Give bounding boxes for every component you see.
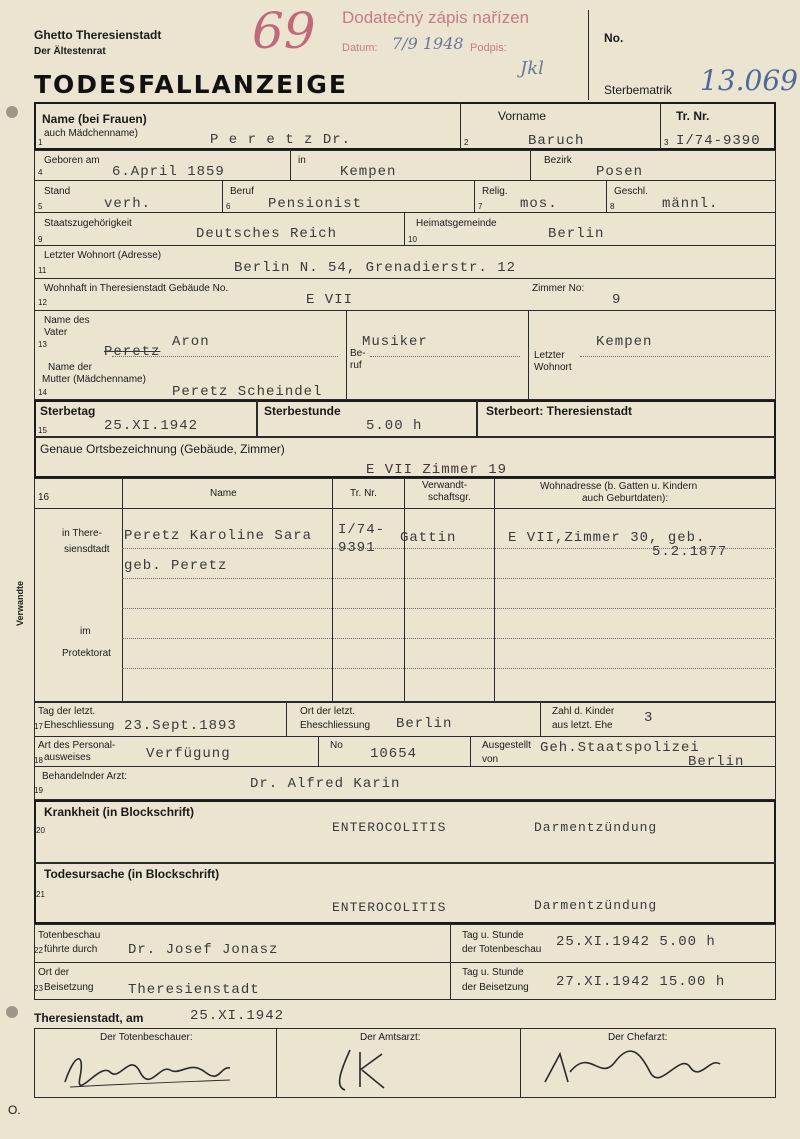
punch-hole-bottom [6,1006,18,1018]
form-title: TODESFALLANZEIGE [34,70,348,99]
tag-tb-label-2: der Totenbeschau [462,944,542,955]
totenbeschau-label-1: Totenbeschau [38,930,101,941]
place-date-label: Theresienstadt, am [34,1011,144,1025]
heimat-value: Berlin [548,226,605,242]
rel1-name: Peretz Karoline Sara [124,528,313,544]
art-label-2: ausweises [44,752,91,763]
sterbestunde-label: Sterbestunde [264,404,341,418]
ausweis-no-value: 10654 [370,746,418,762]
tag-bs-label-1: Tag u. Stunde [462,967,524,978]
ausgestellt-label-1: Ausgestellt [482,740,531,751]
org-line2: Der Ältestenrat [34,46,106,57]
in-label: in [298,155,306,166]
krankheit-label: Krankheit (in Blockschrift) [44,805,195,819]
ort-ehe-label-1: Ort der letzt. [300,706,356,717]
art-label-1: Art des Personal- [38,740,116,751]
vater-value: Aron [172,334,210,350]
stamp-signature: Jkl [520,58,544,79]
beruf2-value: Musiker [362,334,428,350]
geschl-label: Geschl. [614,186,648,197]
ausgestellt-label-2: von [482,754,499,765]
document-page: Ghetto Theresienstadt Der Ältestenrat TODESFALLANZEIGE 69 Dodatečný zápis nařízen Datum: Podpis: 7/9 1948 Jkl No. Sterbematrik 13.069 Name (bei Frauen) auch Mädchenname) P e r e t z Dr. Vorname Baruch Tr. Nr. I/74-9390 1 2 3 Geboren am 6.April 1859 in Kempen Bezirk Posen 4 Stand verh. Beruf Pensionist Relig. mos. Geschl. männl. 5 6 7 8 Staatszugehörigkeit Deutsches Reich Heimatsgemeinde Berlin 9 10 Letzter Wohnort (Adresse) Berlin N. 54, Grenadierstr. 12 11 Wohnhaft in Theresienstadt Gebäude No. E VII Zimmer No: 9 12 Name des Vater Peretz Aron 13 Name der Mutter (Mädchenname) Peretz Scheindel 14 Be- ruf Musiker Letzter Wohnort Kempen Sterbetag 25.XI.1942 Sterbestunde 5.00 h Sterbeort: Theresienstadt Genaue Ortsbezeichnung (Gebäude, Zimmer) E VII Zimmer 19 15 16 Name Tr. Nr. Verwandt- schaftsgr. Wohnadresse (b. Gatten u. Kindern auch Geburtdaten): in There- siensdtadt im Protektorat Verwandte Peretz Karoline Sara geb. Peretz I/74- 9391 Gattin E VII,Zimmer 30, geb. 5.2.1877 Tag der letzt. Eheschliessung 23.Sept.1893 Ort der letzt. Eheschliessung Berlin Zahl d. Kinder aus letzt. Ehe 3 17 Art des Personal- ausweises Verfügung No 10654 Ausgestellt von Geh.Staatspolizei Berlin 18 Behandelnder Arzt: Dr. Alfred Karin 19 Krankheit (in Blockschrift) ENTEROCOLITIS Darmentzündung 20 Todesursache (in Blockschrift) ENTEROCOLITIS Darmentzündung 21 Totenbeschau führte durch Dr. Josef Jonasz Tag u. Stunde der Totenbeschau 25.XI.1942 5.00 h 22 Ort der Beisetzung Theresienstadt Tag u. Stunde der Beisetzung 27.XI.1942 15.00 h 23 Theresienstadt, am 25.XI.1942 Der Totenbeschauer: Der Amtsarzt: Der Chefarzt: O. [0,0,800,1139]
no-label: No. [604,31,624,45]
rel1-name-2: geb. Peretz [124,558,228,574]
in-value: Kempen [340,164,397,180]
rel1-wohn: E VII,Zimmer 30, geb. [508,530,706,546]
vorname-value: Baruch [528,133,585,149]
tag-ehe-label-2: Eheschliessung [44,720,115,731]
tag-tb-value: 25.XI.1942 5.00 h [556,934,716,950]
rel1-trnr: I/74- [338,522,386,538]
geboren-value: 6.April 1859 [112,164,225,180]
wohnhaft-value: E VII [306,292,354,308]
letzter-label-1: Letzter [534,350,565,361]
tag-tb-label-1: Tag u. Stunde [462,930,524,941]
trnr-value: I/74-9390 [676,133,761,149]
stamp-line: Dodatečný zápis nařízen [342,8,530,27]
staats-value: Deutsches Reich [196,226,338,242]
tag-bs-value: 27.XI.1942 15.00 h [556,974,726,990]
mutter-value: Peretz Scheindel [172,384,323,400]
ausweis-no-label: No [330,740,343,751]
genaue-value: E VII Zimmer 19 [366,462,508,478]
relig-label: Relig. [482,186,508,197]
col-verw-2: schaftsgr. [428,492,471,503]
ausgestellt-value: Geh.Staatspolizei [540,740,700,756]
tag-ehe-label-1: Tag der letzt. [38,706,96,717]
beruf-value: Pensionist [268,196,363,212]
staats-label: Staatszugehörigkeit [44,218,132,229]
bezirk-value: Posen [596,164,644,180]
punch-hole-top [6,106,18,118]
ausgestellt-value-2: Berlin [688,754,745,770]
wohnhaft-label: Wohnhaft in Theresienstadt Gebäude No. [44,283,229,294]
sterbetag-value: 25.XI.1942 [104,418,199,434]
verwandte-vertical: Verwandte [15,580,26,627]
krankheit-value-2: Darmentzündung [534,820,658,835]
vater-struck: Peretz [104,344,161,360]
wohnort-value: Berlin N. 54, Grenadierstr. 12 [234,260,517,276]
relig-value: mos. [520,196,558,212]
name-label-2: auch Mädchenname) [44,128,138,139]
big-number: 69 [252,2,316,60]
rel1-wohn-2: 5.2.1877 [652,544,728,560]
sterbeort-label: Sterbeort: Theresienstadt [486,404,633,418]
place-date-value: 25.XI.1942 [190,1008,285,1024]
row-num-16: 16 [38,492,50,503]
sterbestunde-value: 5.00 h [366,418,423,434]
corner-mark: O. [8,1103,21,1117]
todes-value: ENTEROCOLITIS [332,900,447,915]
arzt-value: Dr. Alfred Karin [250,776,401,792]
vorname-label: Vorname [498,109,547,123]
art-value: Verfügung [146,746,231,762]
beisetzung-ort-value: Theresienstadt [128,982,260,998]
bezirk-label: Bezirk [544,155,572,166]
org-line1: Ghetto Theresienstadt [34,28,162,42]
sig-amtsarzt-label: Der Amtsarzt: [360,1032,421,1043]
beisetzung-ort-label-2: Beisetzung [44,982,94,993]
vater-label-2: Vater [44,327,68,338]
beruf2-label-1: Be- [350,348,366,359]
name-label: Name (bei Frauen) [42,112,147,126]
beruf-label: Beruf [230,186,254,197]
sterbematrik-label: Sterbematrik [604,83,673,97]
ort-ehe-label-2: Eheschliessung [300,720,371,731]
im-label: im [80,626,91,637]
arzt-label: Behandelnder Arzt: [42,771,128,782]
kinder-label-2: aus letzt. Ehe [552,720,613,731]
col-name: Name [210,488,237,499]
col-wohn-2: auch Geburtdaten): [582,493,669,504]
wohnort-label: Letzter Wohnort (Adresse) [44,250,162,261]
zimmer-value: 9 [612,292,622,308]
stamp-podpis-label: Podpis: [470,42,507,54]
signature-scribble-3 [540,1042,730,1094]
sterbetag-label: Sterbetag [40,404,96,418]
col-verw-1: Verwandt- [422,480,468,491]
trnr-label: Tr. Nr. [676,109,710,123]
name-value: P e r e t z Dr. [210,132,352,148]
ort-ehe-value: Berlin [396,716,453,732]
mutter-label-1: Name der [48,362,92,373]
kinder-value: 3 [644,710,654,726]
stamp-datum-label: Datum: [342,42,378,54]
totenbeschau-label-2: führte durch [44,944,98,955]
heimat-label: Heimatsgemeinde [416,218,497,229]
in-there-1: in There- [62,528,102,539]
col-wohn-1: Wohnadresse (b. Gatten u. Kindern [540,481,698,492]
todes-value-2: Darmentzündung [534,898,658,913]
geschl-value: männl. [662,196,719,212]
tag-ehe-value: 23.Sept.1893 [124,718,237,734]
mutter-label-2: Mutter (Mädchenname) [42,374,146,385]
kinder-label-1: Zahl d. Kinder [552,706,615,717]
totenbeschau-value: Dr. Josef Jonasz [128,942,279,958]
letzter-label-2: Wohnort [534,362,572,373]
stand-label: Stand [44,186,71,197]
col-trnr: Tr. Nr. [350,488,377,499]
stand-value: verh. [104,196,152,212]
signature-scribble-2 [320,1042,420,1094]
stamp-datum-value: 7/9 1948 [392,34,464,53]
protektorat-label: Protektorat [62,648,111,659]
zimmer-label: Zimmer No: [532,283,585,294]
in-there-2: siensdtadt [64,544,110,555]
sig-totenbeschauer-label: Der Totenbeschauer: [100,1032,193,1043]
rel1-verw: Gattin [400,530,457,546]
tag-bs-label-2: der Beisetzung [462,982,529,993]
letzter-value: Kempen [596,334,653,350]
geboren-label: Geboren am [44,155,100,166]
todes-label: Todesursache (in Blockschrift) [44,867,220,881]
genaue-label: Genaue Ortsbezeichnung (Gebäude, Zimmer) [40,442,285,456]
rel1-trnr-2: 9391 [338,540,376,556]
beisetzung-ort-label-1: Ort der [38,967,70,978]
vater-label-1: Name des [44,315,90,326]
krankheit-value: ENTEROCOLITIS [332,820,447,835]
signature-scribble-1 [60,1042,240,1094]
beruf2-label-2: ruf [350,360,362,371]
sig-chefarzt-label: Der Chefarzt: [608,1032,668,1043]
sterbematrik-value: 13.069 [700,64,798,97]
